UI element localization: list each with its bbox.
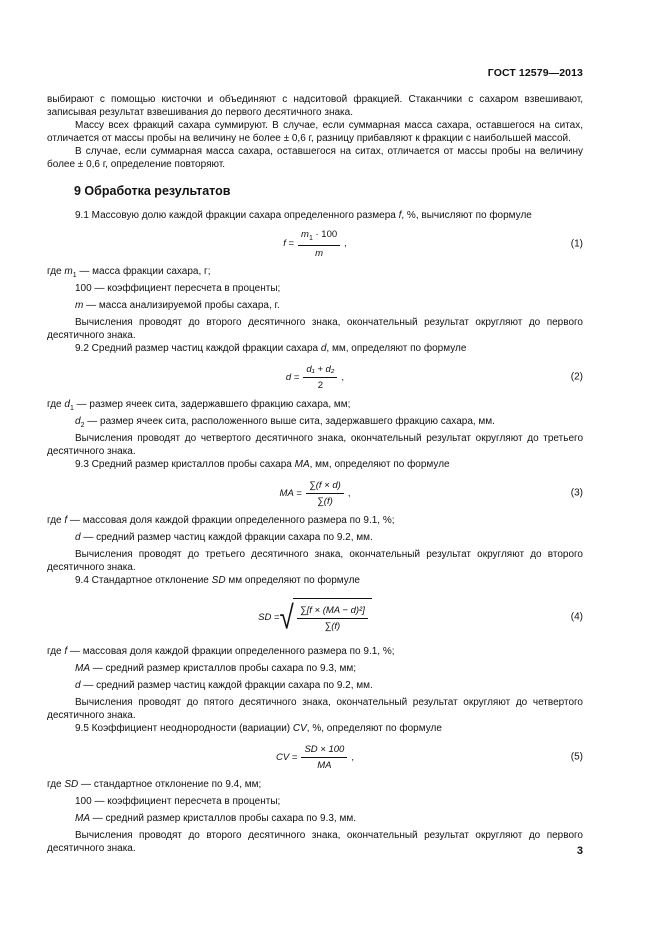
calculation-note: Вычисления проводят до пятого десятичного знака, окончательный результат округляют до четвертого десятичного знака. [47,697,583,721]
where-item: d — средний размер частиц каждой фракции сахара по 9.2, мм. [75,532,373,543]
where-item: где SD — стандартное отклонение по 9.4, мм; [47,779,262,790]
clause-9-2-intro: 9.2 Средний размер частиц каждой фракции сахара d, мм, определяют по формуле [75,343,467,354]
where-item: MA — средний размер кристаллов пробы сахара по 9.3, мм; [75,663,357,674]
where-list [47,265,583,316]
where-item: где $m_1$ — масса фракции сахара, г; [47,266,211,279]
where-item: d — средний размер частиц каждой фракции сахара по 9.2, мм. [75,680,373,691]
where-item: m — масса анализируемой пробы сахара, г. [75,300,280,311]
paragraph: выбирают с помощью кисточки и объединяют с надситовой фракцией. Стаканчики с сахаром взвешивают, записывая результат взвешивания до первого десятичного знака. [47,94,583,118]
clause-9-4-intro: 9.4 Стандартное отклонение SD мм определяют по формуле [75,575,360,586]
paragraph: В случае, если суммарная масса сахара, оставшегося на ситах, отличается от массы пробы на величину более ± 0,6 г, определение повторяют. [47,146,583,170]
page-number: 3 [576,845,583,857]
formula-lhs: f [283,238,286,250]
formula-1: f = $\frac{m_1 \cdot 100}{m}$ , (1) [283,228,583,260]
formula-number: (2) [570,371,583,383]
calculation-note: Вычисления проводят до третьего десятичного знака, окончательный результат округляют до второго десятичного знака. [47,549,583,573]
formula-numerator: d₁ + d₂ [303,363,337,378]
document-body [47,93,583,855]
where-item: $d_2$ — размер ячеек сита, расположенного выше сита, задержавшего фракцию сахара, мм. [75,416,495,429]
calculation-note: Вычисления проводят до четвертого десятичного знака, окончательный результат округляют до третьего десятичного знака. [47,433,583,457]
formula-3: MA = $\frac{\sum(f \times d)}{\sum(f)}$ , (3) [279,479,583,507]
square-root: √ $\frac{\text{∑[f × (MA − d)²]}}{\sum(f)}$ [280,598,372,636]
where-item: 100 — коэффициент пересчета в проценты; [75,796,281,807]
formula-numerator: ∑(f × d) [306,479,344,494]
formula-numerator: ∑[f × (MA − d)²] [297,604,368,619]
formula-numerator: SD × 100 [301,743,347,758]
where-item: где f — массовая доля каждой фракции определенного размера по 9.1, %; [47,515,395,526]
formula-number: (4) [570,611,583,623]
section-heading: 9 Обработка результатов [74,184,231,198]
where-item: MA — средний размер кристаллов пробы сахара по 9.3, мм. [75,813,357,824]
formula-denominator: ∑(f) [317,495,333,507]
formula-4: SD = √ $\frac{\text{∑[f × (MA − d)²]}}{\sum(f)}$ (4) [258,598,583,636]
formula-lhs: MA [279,487,294,499]
document-id-header: ГОСТ 12579—2013 [487,67,583,79]
formula-5: CV = $\frac{SD \times 100}{MA}$ , (5) [276,743,583,771]
formula-lhs: d [285,371,292,383]
formula-denominator: m [315,248,324,260]
clause-9-1-intro: 9.1 Массовую долю каждой фракции сахара определенного размера f, %, вычисляют по формуле [75,210,532,221]
formula-number: (3) [570,487,583,499]
calculation-note: Вычисления проводят до второго десятичного знака, окончательный результат округляют до первого десятичного знака. [47,830,583,854]
where-list [47,514,583,548]
formula-number: (1) [570,238,583,250]
where-item: где $d_1$ — размер ячеек сита, задержавшего фракцию сахара, мм; [47,399,351,412]
formula-denominator: MA [317,759,332,771]
where-list [47,778,583,829]
paragraph: Массу всех фракций сахара суммируют. В случае, если суммарная масса сахара, оставшегося на ситах, отличается от массы пробы на величину не более ± 0,6 г, разницу прибавляют к фракции с наибольшей массой. [47,120,583,144]
where-item: 100 — коэффициент пересчета в проценты; [75,283,281,294]
calculation-note: Вычисления проводят до второго десятичного знака, окончательный результат округляют до первого десятичного знака. [47,317,583,341]
formula-lhs: SD [258,611,272,623]
formula-number: (5) [570,751,583,763]
clause-9-3-intro: 9.3 Средний размер кристаллов пробы сахара MA, мм, определяют по формуле [75,459,450,470]
formula-denominator: 2 [317,379,324,391]
formula-lhs: CV [276,751,290,763]
formula-2: d = $\frac{\text{d₁ + d₂}}{2}$ , (2) [285,363,583,391]
clause-9-5-intro: 9.5 Коэффициент неоднородности (вариации) CV, %, определяют по формуле [75,723,442,734]
formula-numerator: $m_1 \cdot 100$ [298,228,340,247]
formula-denominator: ∑(f) [324,621,341,632]
where-item: где f — массовая доля каждой фракции определенного размера по 9.1, %; [47,646,395,657]
where-list [47,398,583,432]
where-list [47,645,583,696]
